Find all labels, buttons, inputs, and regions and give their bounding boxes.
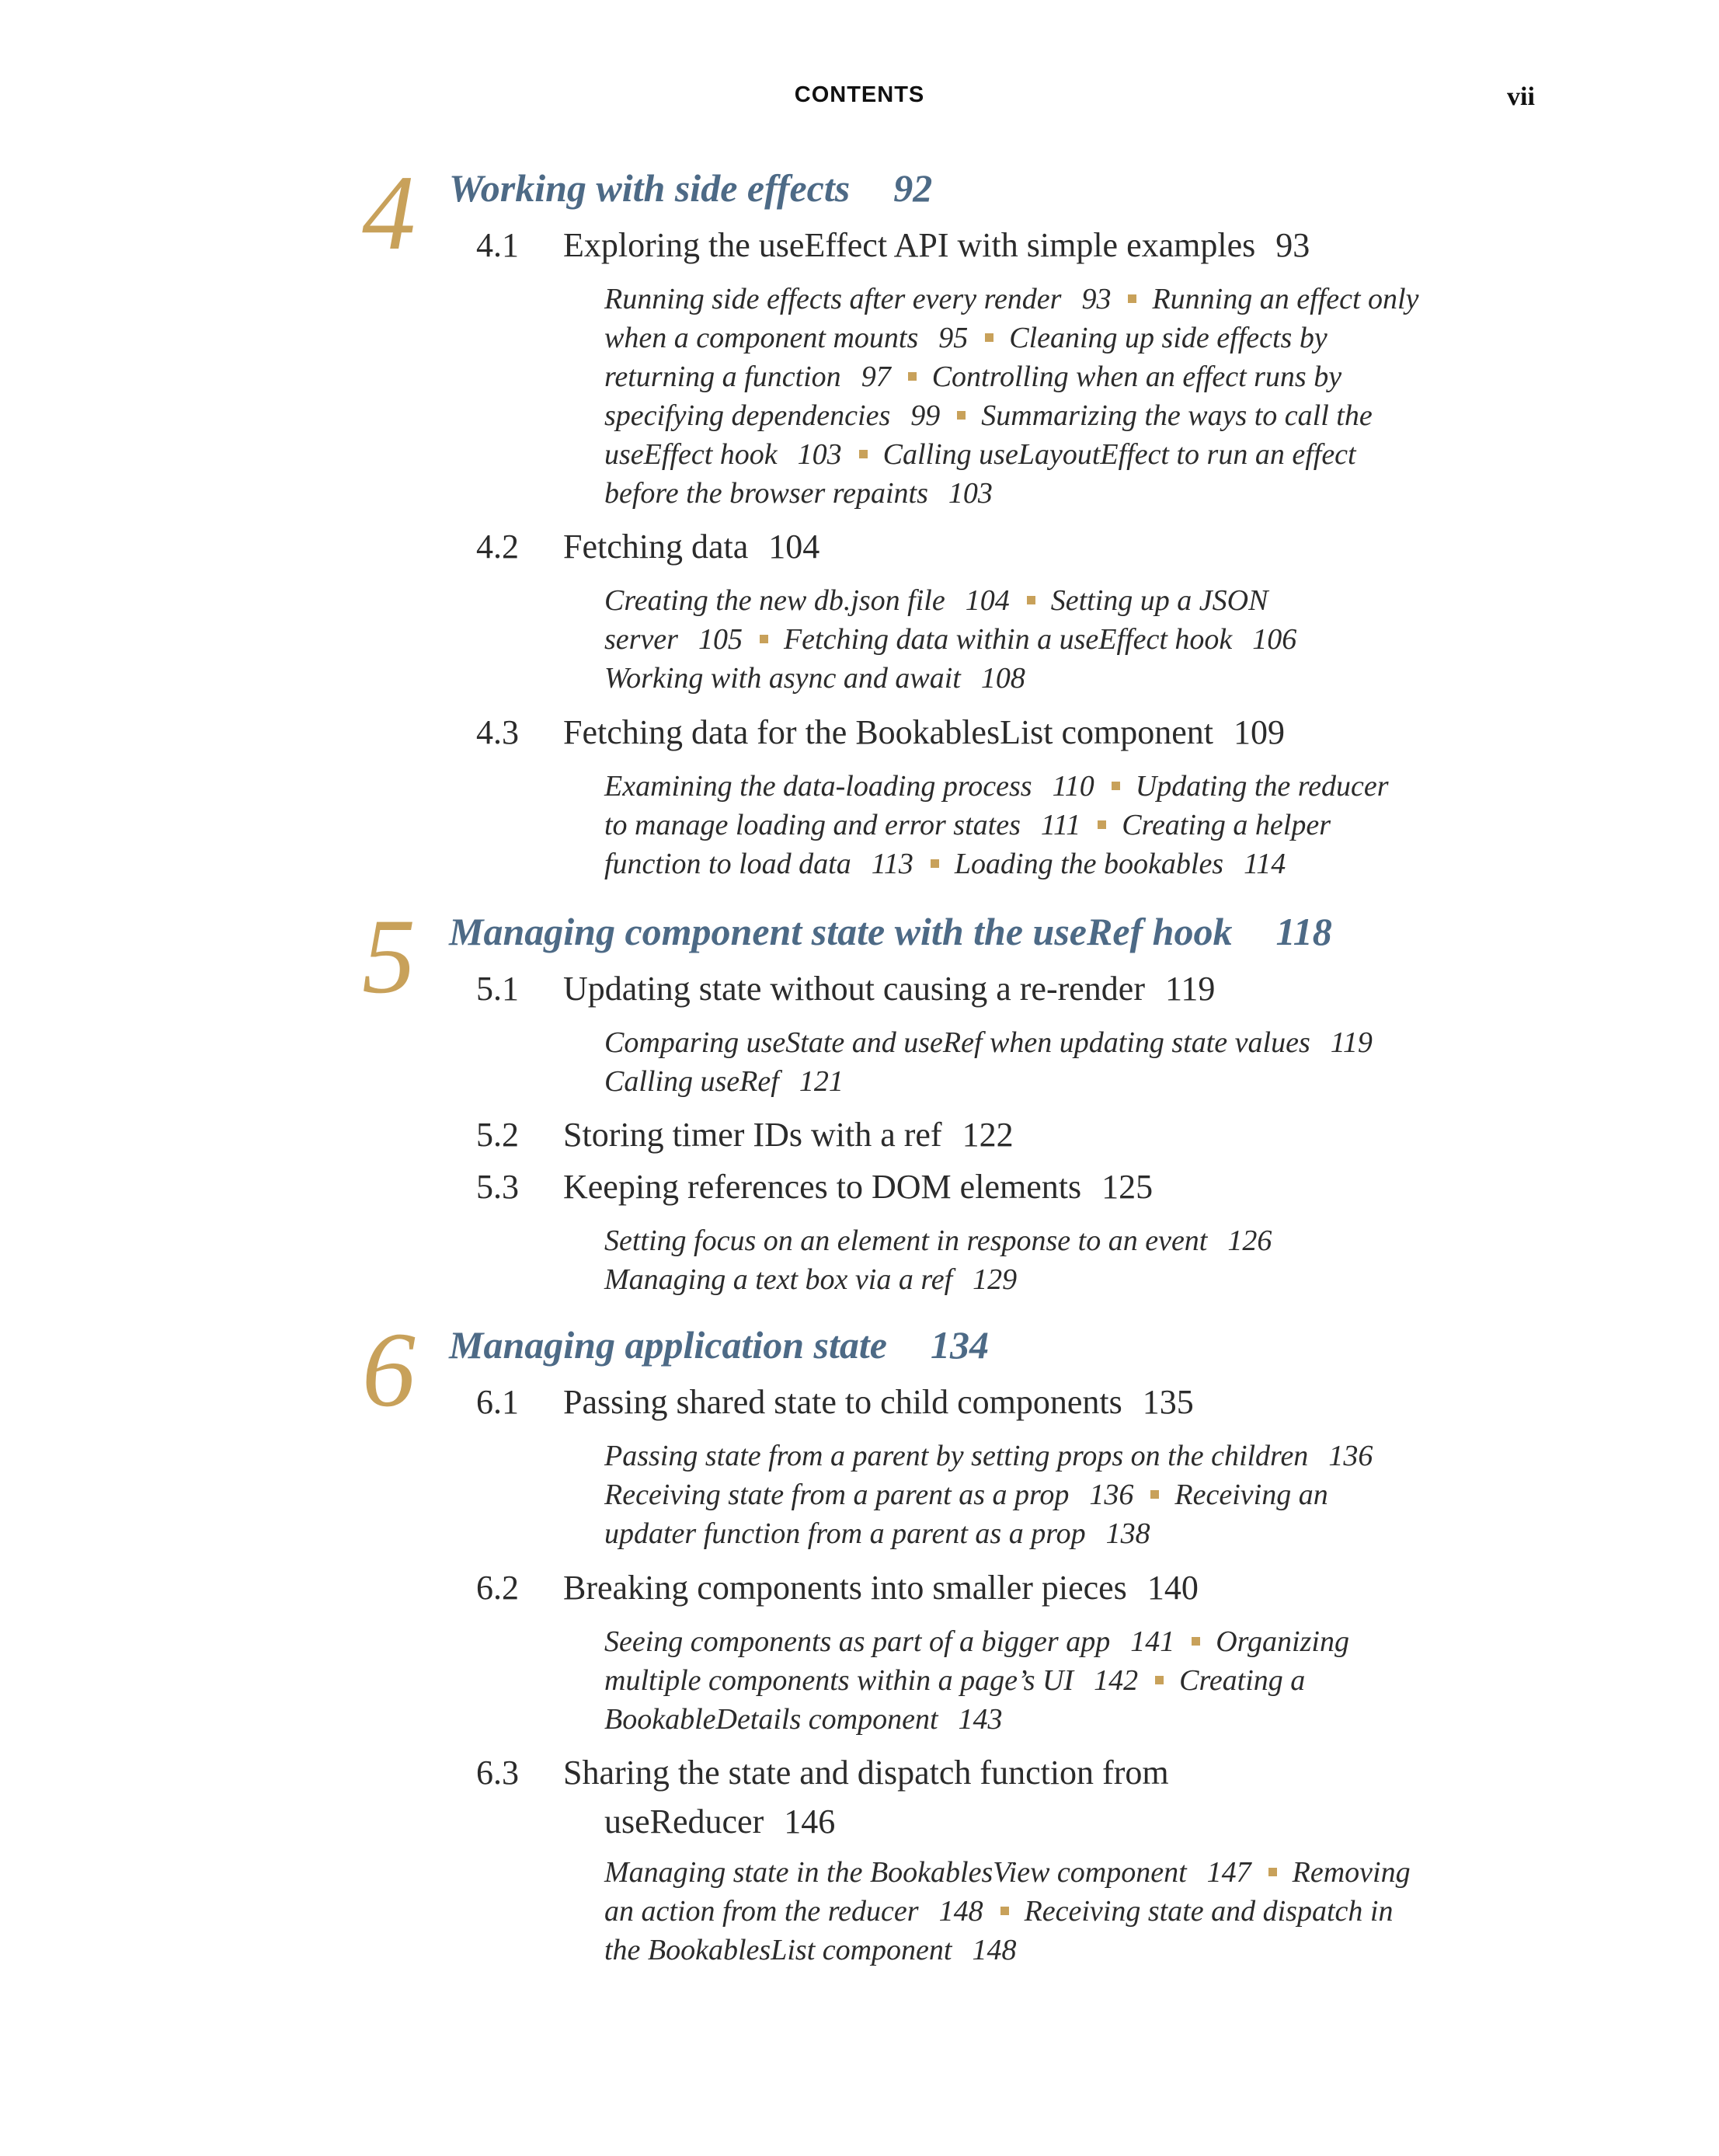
- bullet-icon: [1128, 294, 1136, 303]
- subsection-line: Seeing components as part of a bigger app 141 Organizing: [604, 1625, 1349, 1658]
- section-6-3-continued[interactable]: useReducer 146: [604, 1802, 836, 1841]
- subsection-line: when a component mounts 95 Cleaning up side effects by: [604, 322, 1328, 354]
- section-6-1[interactable]: 6.1 Passing shared state to child components 135: [476, 1383, 1194, 1421]
- subsection-line: an action from the reducer 148 Receiving state and dispatch in: [604, 1895, 1394, 1928]
- subsection-line: useEffect hook 103 Calling useLayoutEffect to run an effect: [604, 438, 1356, 471]
- subsection-line: to manage loading and error states 111 Creating a helper: [604, 809, 1331, 841]
- running-head: CONTENTS: [794, 82, 925, 107]
- subsection-line: Working with async and await 108: [604, 662, 1025, 695]
- section-6-2[interactable]: 6.2 Breaking components into smaller pieces 140: [476, 1569, 1199, 1607]
- subsection-line: Receiving state from a parent as a prop 136 Receiving an: [604, 1479, 1328, 1511]
- subsection-line: Managing a text box via a ref 129: [604, 1263, 1018, 1296]
- subsection-line: Creating the new db.json file 104 Setting up a JSON: [604, 584, 1268, 617]
- bullet-icon: [985, 333, 993, 342]
- subsection-line: Comparing useState and useRef when updating state values 119: [604, 1026, 1373, 1059]
- chapter-5-title[interactable]: Managing component state with the useRef hook 118: [449, 910, 1332, 953]
- section-4-2[interactable]: 4.2 Fetching data 104: [476, 528, 820, 566]
- subsection-line: function to load data 113 Loading the bookables 114: [604, 848, 1286, 880]
- subsection-line: updater function from a parent as a prop 138: [604, 1517, 1150, 1550]
- subsection-line: server 105 Fetching data within a useEffect hook 106: [604, 623, 1297, 656]
- subsection-line: Setting focus on an element in response to an event 126: [604, 1224, 1272, 1257]
- subsection-line: multiple components within a page’s UI 142 Creating a: [604, 1664, 1306, 1697]
- section-5-1[interactable]: 5.1 Updating state without causing a re-render 119: [476, 970, 1216, 1008]
- bullet-icon: [1098, 820, 1106, 829]
- bullet-icon: [931, 859, 939, 868]
- chapter-6-title[interactable]: Managing application state 134: [449, 1323, 989, 1367]
- subsection-line: Running side effects after every render 93 Running an effect only: [604, 283, 1419, 315]
- bullet-icon: [957, 411, 966, 420]
- section-6-3[interactable]: 6.3 Sharing the state and dispatch function from: [476, 1754, 1169, 1792]
- section-5-2[interactable]: 5.2 Storing timer IDs with a ref 122: [476, 1116, 1014, 1154]
- subsection-line: before the browser repaints 103: [604, 477, 993, 510]
- bullet-icon: [1000, 1907, 1009, 1915]
- bullet-icon: [908, 372, 917, 381]
- chapter-4-number: 4: [362, 153, 416, 272]
- bullet-icon: [760, 635, 768, 643]
- subsection-line: specifying dependencies 99 Summarizing the ways to call the: [604, 399, 1373, 432]
- chapter-4-title[interactable]: Working with side effects 92: [449, 166, 933, 210]
- bullet-icon: [1112, 782, 1120, 790]
- subsection-line: Examining the data-loading process 110 Updating the reducer: [604, 770, 1389, 803]
- subsection-line: BookableDetails component 143: [604, 1703, 1003, 1736]
- subsection-line: returning a function 97 Controlling when an effect runs by: [604, 360, 1342, 393]
- page-folio: vii: [1507, 82, 1535, 111]
- section-4-1[interactable]: 4.1 Exploring the useEffect API with simple examples 93: [476, 226, 1310, 264]
- subsection-line: Passing state from a parent by setting props on the children 136: [604, 1440, 1373, 1472]
- bullet-icon: [1155, 1676, 1164, 1684]
- subsection-line: Calling useRef 121: [604, 1065, 844, 1098]
- subsection-line: the BookablesList component 148: [604, 1934, 1017, 1966]
- bullet-icon: [1268, 1868, 1277, 1876]
- subsection-line: Managing state in the BookablesView component 147 Removing: [604, 1856, 1411, 1889]
- bullet-icon: [1027, 596, 1035, 604]
- bullet-icon: [859, 450, 868, 458]
- bullet-icon: [1150, 1490, 1159, 1499]
- section-5-3[interactable]: 5.3 Keeping references to DOM elements 125: [476, 1168, 1154, 1206]
- section-4-3[interactable]: 4.3 Fetching data for the BookablesList component 109: [476, 713, 1286, 751]
- chapter-5-number: 5: [362, 897, 416, 1015]
- bullet-icon: [1192, 1637, 1200, 1646]
- chapter-6-number: 6: [362, 1310, 416, 1429]
